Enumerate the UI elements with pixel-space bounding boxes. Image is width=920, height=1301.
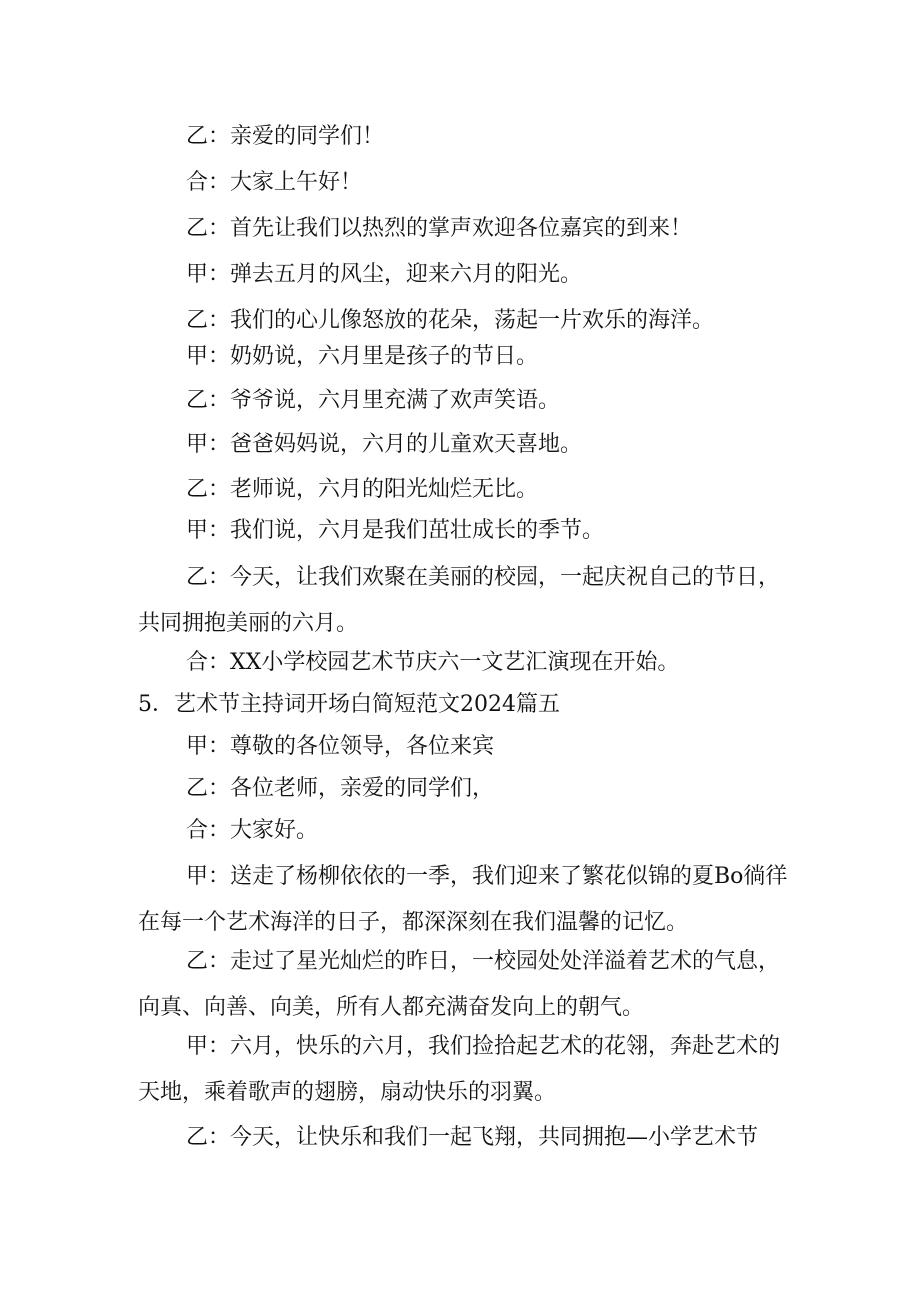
dialogue-line: 合：大家好。: [186, 818, 319, 843]
dialogue-line: 乙：老师说，六月的阳光灿烂无比。: [186, 477, 539, 502]
dialogue-line: 甲：我们说，六月是我们茁壮成长的季节。: [186, 518, 605, 543]
dialogue-paragraph: 乙：走过了星光灿烂的昨日，一校园处处洋溢着艺术的气息，向真、向善、向美，所有人都充满奋发向上的朝气。: [138, 949, 781, 1020]
dialogue-line: 甲：奶奶说，六月里是孩子的节日。: [186, 344, 539, 369]
dialogue-line: 合：大家上午好！: [186, 170, 363, 195]
dialogue-paragraph: 乙：今天，让我们欢聚在美丽的校园，一起庆祝自己的节日，共同拥抱美丽的六月。: [138, 565, 781, 636]
dialogue-line: 甲：弹去五月的风尘，迎来六月的阳光。: [186, 262, 583, 287]
dialogue-line: 乙：亲爱的同学们！: [186, 124, 385, 149]
dialogue-line: 合：XX小学校园艺术节庆六一文艺汇演现在开始。: [186, 650, 680, 675]
dialogue-paragraph: 甲：送走了杨柳依依的一季，我们迎来了繁花似锦的夏Bo徜徉在每一个艺术海洋的日子，都深深刻在我们温馨的记忆。: [138, 864, 788, 935]
dialogue-line: 乙：爷爷说，六月里充满了欢声笑语。: [186, 388, 561, 413]
dialogue-paragraph: 甲：六月，快乐的六月，我们捡拾起艺术的花翎，奔赴艺术的天地，乘着歌声的翅膀，扇动快乐的羽翼。: [138, 1034, 781, 1105]
dialogue-line: 甲：尊敬的各位领导，各位来宾: [186, 734, 495, 759]
dialogue-line: 乙：今天，让快乐和我们一起飞翔，共同拥抱—小学艺术节: [186, 1125, 759, 1150]
section-heading: 5．艺术节主持词开场白简短范文2024篇五: [138, 692, 560, 717]
dialogue-line: 甲：爸爸妈妈说，六月的儿童欢天喜地。: [186, 432, 583, 457]
dialogue-line: 乙：我们的心儿像怒放的花朵，荡起一片欢乐的海洋。: [186, 308, 715, 333]
dialogue-line: 乙：首先让我们以热烈的掌声欢迎各位嘉宾的到来！: [186, 216, 693, 241]
dialogue-line: 乙：各位老师，亲爱的同学们，: [186, 776, 495, 801]
